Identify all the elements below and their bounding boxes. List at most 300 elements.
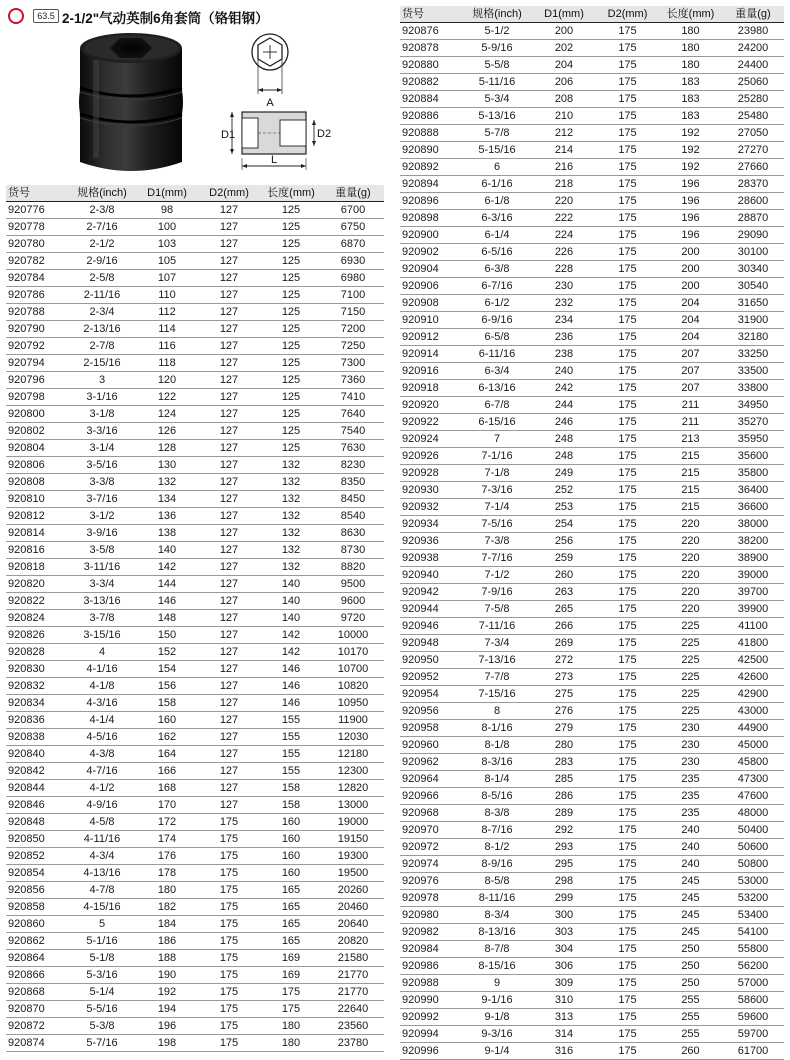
cell-weight-g: 59600 bbox=[722, 1008, 784, 1025]
cell-weight-g: 35950 bbox=[722, 430, 784, 447]
cell-part-number: 920890 bbox=[400, 141, 462, 158]
table-row bbox=[6, 711, 384, 728]
table-row bbox=[400, 702, 784, 719]
cell-length-mm: 180 bbox=[659, 22, 722, 39]
cell-d1-mm: 298 bbox=[532, 872, 596, 889]
cell-size-inch: 6-13/16 bbox=[462, 379, 532, 396]
cell-size-inch: 9 bbox=[462, 974, 532, 991]
cell-weight-g: 7100 bbox=[322, 286, 384, 303]
cell-d2-mm: 175 bbox=[596, 770, 659, 787]
cell-length-mm: 250 bbox=[659, 974, 722, 991]
cell-weight-g: 42900 bbox=[722, 685, 784, 702]
cell-part-number: 920798 bbox=[6, 388, 68, 405]
cell-size-inch: 3-5/8 bbox=[68, 541, 136, 558]
cell-weight-g: 30340 bbox=[722, 260, 784, 277]
socket-product-image bbox=[74, 30, 188, 176]
cell-weight-g: 8820 bbox=[322, 558, 384, 575]
cell-d2-mm: 175 bbox=[596, 158, 659, 175]
cell-length-mm: 175 bbox=[260, 983, 322, 1000]
cell-d1-mm: 186 bbox=[136, 932, 198, 949]
table-row bbox=[6, 915, 384, 932]
cell-weight-g: 11900 bbox=[322, 711, 384, 728]
cell-size-inch: 5-5/16 bbox=[68, 1000, 136, 1017]
cell-length-mm: 132 bbox=[260, 473, 322, 490]
cell-part-number: 920988 bbox=[400, 974, 462, 991]
cell-d1-mm: 158 bbox=[136, 694, 198, 711]
cell-size-inch: 6-3/8 bbox=[462, 260, 532, 277]
cell-part-number: 920792 bbox=[6, 337, 68, 354]
cell-d2-mm: 175 bbox=[596, 294, 659, 311]
cell-d1-mm: 254 bbox=[532, 515, 596, 532]
cell-d2-mm: 175 bbox=[596, 617, 659, 634]
cell-weight-g: 6700 bbox=[322, 201, 384, 218]
cell-size-inch: 5-5/8 bbox=[462, 56, 532, 73]
cell-weight-g: 10170 bbox=[322, 643, 384, 660]
cell-length-mm: 245 bbox=[659, 872, 722, 889]
cell-weight-g: 9500 bbox=[322, 575, 384, 592]
cell-d2-mm: 127 bbox=[198, 371, 260, 388]
cell-size-inch: 6-1/16 bbox=[462, 175, 532, 192]
cell-part-number: 920830 bbox=[6, 660, 68, 677]
cell-size-inch: 5-3/8 bbox=[68, 1017, 136, 1034]
cell-d2-mm: 175 bbox=[198, 1000, 260, 1017]
table-row bbox=[400, 311, 784, 328]
cell-part-number: 920822 bbox=[6, 592, 68, 609]
table-header-row bbox=[6, 185, 384, 202]
table-row bbox=[6, 847, 384, 864]
cell-d2-mm: 175 bbox=[596, 481, 659, 498]
cell-d2-mm: 175 bbox=[596, 73, 659, 90]
cell-weight-g: 10000 bbox=[322, 626, 384, 643]
cell-d1-mm: 128 bbox=[136, 439, 198, 456]
cell-d2-mm: 127 bbox=[198, 694, 260, 711]
cell-part-number: 920970 bbox=[400, 821, 462, 838]
cell-d2-mm: 175 bbox=[596, 124, 659, 141]
cell-size-inch: 2-13/16 bbox=[68, 320, 136, 337]
table-row bbox=[6, 864, 384, 881]
cell-size-inch: 2-9/16 bbox=[68, 252, 136, 269]
cell-part-number: 920862 bbox=[6, 932, 68, 949]
table-row bbox=[400, 736, 784, 753]
cell-part-number: 920876 bbox=[400, 22, 462, 39]
table-row bbox=[400, 685, 784, 702]
cell-part-number: 920832 bbox=[6, 677, 68, 694]
cell-length-mm: 140 bbox=[260, 609, 322, 626]
cell-weight-g: 35600 bbox=[722, 447, 784, 464]
cell-d2-mm: 127 bbox=[198, 643, 260, 660]
cell-size-inch: 3-3/16 bbox=[68, 422, 136, 439]
cell-length-mm: 142 bbox=[260, 643, 322, 660]
cell-size-inch: 4-1/8 bbox=[68, 677, 136, 694]
cell-length-mm: 180 bbox=[260, 1034, 322, 1051]
cell-weight-g: 7630 bbox=[322, 439, 384, 456]
cell-size-inch: 8-1/4 bbox=[462, 770, 532, 787]
cell-part-number: 920914 bbox=[400, 345, 462, 362]
cell-d2-mm: 127 bbox=[198, 405, 260, 422]
cell-part-number: 920966 bbox=[400, 787, 462, 804]
cell-length-mm: 215 bbox=[659, 481, 722, 498]
cell-size-inch: 3-1/4 bbox=[68, 439, 136, 456]
table-row bbox=[400, 22, 784, 39]
cell-weight-g: 27270 bbox=[722, 141, 784, 158]
table-row bbox=[6, 201, 384, 218]
spec-table-left bbox=[6, 185, 384, 1052]
cell-d2-mm: 127 bbox=[198, 728, 260, 745]
cell-d2-mm: 127 bbox=[198, 626, 260, 643]
cell-d2-mm: 175 bbox=[596, 974, 659, 991]
cell-d1-mm: 222 bbox=[532, 209, 596, 226]
cell-size-inch: 7-1/4 bbox=[462, 498, 532, 515]
table-row bbox=[400, 464, 784, 481]
cell-part-number: 920872 bbox=[6, 1017, 68, 1034]
cell-d1-mm: 168 bbox=[136, 779, 198, 796]
cell-length-mm: 183 bbox=[659, 73, 722, 90]
cell-d1-mm: 275 bbox=[532, 685, 596, 702]
cell-part-number: 920840 bbox=[6, 745, 68, 762]
drive-size-badge: 63.5 bbox=[33, 9, 59, 23]
cell-length-mm: 165 bbox=[260, 915, 322, 932]
cell-d1-mm: 226 bbox=[532, 243, 596, 260]
dimension-label-d1: D1 bbox=[221, 129, 236, 141]
cell-d1-mm: 266 bbox=[532, 617, 596, 634]
cell-size-inch: 6-11/16 bbox=[462, 345, 532, 362]
cell-part-number: 920814 bbox=[6, 524, 68, 541]
cell-length-mm: 250 bbox=[659, 957, 722, 974]
cell-weight-g: 61700 bbox=[722, 1042, 784, 1059]
cell-size-inch: 2-11/16 bbox=[68, 286, 136, 303]
cell-part-number: 920846 bbox=[6, 796, 68, 813]
table-row bbox=[6, 949, 384, 966]
cell-weight-g: 12820 bbox=[322, 779, 384, 796]
cell-d1-mm: 300 bbox=[532, 906, 596, 923]
cell-d2-mm: 127 bbox=[198, 286, 260, 303]
cell-d1-mm: 228 bbox=[532, 260, 596, 277]
cell-length-mm: 160 bbox=[260, 813, 322, 830]
table-row bbox=[400, 651, 784, 668]
cell-weight-g: 57000 bbox=[722, 974, 784, 991]
cell-d2-mm: 175 bbox=[596, 345, 659, 362]
cell-part-number: 920778 bbox=[6, 218, 68, 235]
cell-weight-g: 20260 bbox=[322, 881, 384, 898]
table-row bbox=[400, 804, 784, 821]
cell-d1-mm: 170 bbox=[136, 796, 198, 813]
cell-d2-mm: 175 bbox=[596, 583, 659, 600]
cell-d1-mm: 182 bbox=[136, 898, 198, 915]
table-row bbox=[6, 932, 384, 949]
cell-size-inch: 2-7/8 bbox=[68, 337, 136, 354]
table-row bbox=[400, 192, 784, 209]
cell-weight-g: 9720 bbox=[322, 609, 384, 626]
cell-weight-g: 20820 bbox=[322, 932, 384, 949]
cell-length-mm: 132 bbox=[260, 456, 322, 473]
cell-d2-mm: 175 bbox=[596, 736, 659, 753]
table-row bbox=[400, 362, 784, 379]
cell-weight-g: 39900 bbox=[722, 600, 784, 617]
cell-size-inch: 5-7/16 bbox=[68, 1034, 136, 1051]
cell-part-number: 920956 bbox=[400, 702, 462, 719]
cell-d2-mm: 127 bbox=[198, 473, 260, 490]
cell-weight-g: 25280 bbox=[722, 90, 784, 107]
cell-d2-mm: 175 bbox=[596, 940, 659, 957]
cell-part-number: 920910 bbox=[400, 311, 462, 328]
cell-weight-g: 6750 bbox=[322, 218, 384, 235]
cell-d1-mm: 136 bbox=[136, 507, 198, 524]
cell-part-number: 920922 bbox=[400, 413, 462, 430]
cell-length-mm: 125 bbox=[260, 252, 322, 269]
cell-weight-g: 59700 bbox=[722, 1025, 784, 1042]
cell-d2-mm: 175 bbox=[596, 855, 659, 872]
cell-size-inch: 7-15/16 bbox=[462, 685, 532, 702]
table-row bbox=[400, 770, 784, 787]
cell-d2-mm: 127 bbox=[198, 269, 260, 286]
cell-d2-mm: 175 bbox=[596, 141, 659, 158]
cell-weight-g: 10820 bbox=[322, 677, 384, 694]
cell-d1-mm: 238 bbox=[532, 345, 596, 362]
cell-d2-mm: 127 bbox=[198, 388, 260, 405]
cell-d2-mm: 175 bbox=[198, 898, 260, 915]
cell-part-number: 920806 bbox=[6, 456, 68, 473]
cell-d1-mm: 263 bbox=[532, 583, 596, 600]
table-row bbox=[6, 728, 384, 745]
cell-d2-mm: 175 bbox=[596, 90, 659, 107]
cell-d2-mm: 175 bbox=[198, 932, 260, 949]
cell-size-inch: 5-3/4 bbox=[462, 90, 532, 107]
cell-part-number: 920928 bbox=[400, 464, 462, 481]
table-row bbox=[6, 762, 384, 779]
cell-weight-g: 36600 bbox=[722, 498, 784, 515]
table-row bbox=[400, 1008, 784, 1025]
cell-length-mm: 125 bbox=[260, 235, 322, 252]
cell-d1-mm: 190 bbox=[136, 966, 198, 983]
cell-size-inch: 3-1/8 bbox=[68, 405, 136, 422]
cell-size-inch: 3-13/16 bbox=[68, 592, 136, 609]
cell-d2-mm: 127 bbox=[198, 218, 260, 235]
cell-size-inch: 4-5/8 bbox=[68, 813, 136, 830]
cell-length-mm: 204 bbox=[659, 294, 722, 311]
cell-part-number: 920804 bbox=[6, 439, 68, 456]
cell-d1-mm: 130 bbox=[136, 456, 198, 473]
cell-d1-mm: 310 bbox=[532, 991, 596, 1008]
cell-length-mm: 125 bbox=[260, 218, 322, 235]
cell-d2-mm: 175 bbox=[596, 753, 659, 770]
cell-size-inch: 4-1/2 bbox=[68, 779, 136, 796]
cell-part-number: 920820 bbox=[6, 575, 68, 592]
cell-length-mm: 220 bbox=[659, 549, 722, 566]
table-row bbox=[400, 634, 784, 651]
cell-part-number: 920780 bbox=[6, 235, 68, 252]
cell-d1-mm: 172 bbox=[136, 813, 198, 830]
cell-size-inch: 8-15/16 bbox=[462, 957, 532, 974]
table-row bbox=[6, 898, 384, 915]
cell-size-inch: 6-9/16 bbox=[462, 311, 532, 328]
table-row bbox=[400, 447, 784, 464]
cell-weight-g: 39000 bbox=[722, 566, 784, 583]
column-header-weight-g: 重量(g) bbox=[322, 185, 384, 202]
table-row bbox=[400, 583, 784, 600]
cell-weight-g: 31900 bbox=[722, 311, 784, 328]
cell-d1-mm: 279 bbox=[532, 719, 596, 736]
cell-d2-mm: 175 bbox=[198, 813, 260, 830]
cell-d2-mm: 175 bbox=[596, 702, 659, 719]
cell-d2-mm: 175 bbox=[596, 328, 659, 345]
cell-length-mm: 160 bbox=[260, 830, 322, 847]
table-row bbox=[400, 566, 784, 583]
cell-d1-mm: 234 bbox=[532, 311, 596, 328]
table-header-row bbox=[400, 6, 784, 23]
cell-weight-g: 7410 bbox=[322, 388, 384, 405]
table-row bbox=[6, 592, 384, 609]
cell-d2-mm: 127 bbox=[198, 252, 260, 269]
cell-length-mm: 160 bbox=[260, 864, 322, 881]
column-header-weight-g: 重量(g) bbox=[722, 6, 784, 23]
cell-d2-mm: 175 bbox=[198, 1017, 260, 1034]
cell-d2-mm: 175 bbox=[596, 209, 659, 226]
cell-d1-mm: 316 bbox=[532, 1042, 596, 1059]
cell-d2-mm: 175 bbox=[596, 634, 659, 651]
cell-size-inch: 6-1/8 bbox=[462, 192, 532, 209]
cell-d1-mm: 156 bbox=[136, 677, 198, 694]
cell-length-mm: 158 bbox=[260, 796, 322, 813]
cell-d2-mm: 127 bbox=[198, 201, 260, 218]
circle-bullet-icon bbox=[8, 8, 24, 24]
table-row bbox=[6, 745, 384, 762]
cell-part-number: 920786 bbox=[6, 286, 68, 303]
cell-d1-mm: 218 bbox=[532, 175, 596, 192]
cell-part-number: 920942 bbox=[400, 583, 462, 600]
cell-size-inch: 6-7/16 bbox=[462, 277, 532, 294]
cell-part-number: 920898 bbox=[400, 209, 462, 226]
cell-size-inch: 8-3/8 bbox=[462, 804, 532, 821]
cell-d1-mm: 208 bbox=[532, 90, 596, 107]
cell-length-mm: 255 bbox=[659, 1008, 722, 1025]
cell-part-number: 920810 bbox=[6, 490, 68, 507]
cell-d1-mm: 232 bbox=[532, 294, 596, 311]
cell-d1-mm: 112 bbox=[136, 303, 198, 320]
cell-d2-mm: 175 bbox=[198, 949, 260, 966]
cell-part-number: 920870 bbox=[6, 1000, 68, 1017]
cell-part-number: 920926 bbox=[400, 447, 462, 464]
cell-d1-mm: 249 bbox=[532, 464, 596, 481]
cell-d2-mm: 127 bbox=[198, 354, 260, 371]
cell-d2-mm: 175 bbox=[596, 277, 659, 294]
cell-weight-g: 53000 bbox=[722, 872, 784, 889]
cell-d1-mm: 162 bbox=[136, 728, 198, 745]
cell-part-number: 920854 bbox=[6, 864, 68, 881]
cell-part-number: 920868 bbox=[6, 983, 68, 1000]
cell-part-number: 920886 bbox=[400, 107, 462, 124]
cell-weight-g: 8630 bbox=[322, 524, 384, 541]
table-row bbox=[6, 388, 384, 405]
table-row bbox=[400, 515, 784, 532]
cell-d1-mm: 192 bbox=[136, 983, 198, 1000]
cell-length-mm: 165 bbox=[260, 881, 322, 898]
cell-part-number: 920818 bbox=[6, 558, 68, 575]
cell-length-mm: 215 bbox=[659, 464, 722, 481]
table-row bbox=[400, 974, 784, 991]
cell-weight-g: 41800 bbox=[722, 634, 784, 651]
cell-part-number: 920944 bbox=[400, 600, 462, 617]
cell-length-mm: 132 bbox=[260, 490, 322, 507]
table-row bbox=[6, 660, 384, 677]
cell-size-inch: 8-9/16 bbox=[462, 855, 532, 872]
cell-d2-mm: 175 bbox=[596, 39, 659, 56]
cell-size-inch: 3-15/16 bbox=[68, 626, 136, 643]
cell-d2-mm: 175 bbox=[596, 413, 659, 430]
cell-size-inch: 8-3/16 bbox=[462, 753, 532, 770]
table-row bbox=[400, 379, 784, 396]
table-row bbox=[400, 277, 784, 294]
cell-d1-mm: 148 bbox=[136, 609, 198, 626]
cell-d2-mm: 175 bbox=[596, 566, 659, 583]
table-row bbox=[6, 473, 384, 490]
cell-length-mm: 200 bbox=[659, 260, 722, 277]
cell-d1-mm: 98 bbox=[136, 201, 198, 218]
dimension-label-a: A bbox=[266, 97, 274, 109]
cell-part-number: 920802 bbox=[6, 422, 68, 439]
cell-part-number: 920836 bbox=[6, 711, 68, 728]
table-row bbox=[6, 575, 384, 592]
dimension-label-d2: D2 bbox=[317, 128, 332, 140]
table-row bbox=[6, 286, 384, 303]
table-row bbox=[400, 787, 784, 804]
cell-length-mm: 175 bbox=[260, 1000, 322, 1017]
cell-d2-mm: 175 bbox=[596, 1008, 659, 1025]
cell-size-inch: 5 bbox=[68, 915, 136, 932]
cell-d1-mm: 280 bbox=[532, 736, 596, 753]
cell-length-mm: 200 bbox=[659, 243, 722, 260]
cell-length-mm: 192 bbox=[659, 124, 722, 141]
cell-part-number: 920918 bbox=[400, 379, 462, 396]
cell-d2-mm: 175 bbox=[596, 56, 659, 73]
spec-table-right bbox=[400, 6, 784, 1060]
cell-weight-g: 28870 bbox=[722, 209, 784, 226]
cell-weight-g: 19300 bbox=[322, 847, 384, 864]
cell-part-number: 920900 bbox=[400, 226, 462, 243]
cell-d2-mm: 175 bbox=[198, 966, 260, 983]
cell-d2-mm: 175 bbox=[198, 881, 260, 898]
cell-size-inch: 6-1/2 bbox=[462, 294, 532, 311]
table-row bbox=[6, 371, 384, 388]
cell-d2-mm: 175 bbox=[596, 923, 659, 940]
cell-d2-mm: 127 bbox=[198, 524, 260, 541]
cell-d2-mm: 127 bbox=[198, 507, 260, 524]
cell-d2-mm: 175 bbox=[596, 787, 659, 804]
cell-part-number: 920980 bbox=[400, 906, 462, 923]
table-row bbox=[400, 56, 784, 73]
table-row bbox=[400, 940, 784, 957]
cell-size-inch: 2-1/2 bbox=[68, 235, 136, 252]
cell-part-number: 920924 bbox=[400, 430, 462, 447]
cell-part-number: 920852 bbox=[6, 847, 68, 864]
cell-part-number: 920838 bbox=[6, 728, 68, 745]
cell-d1-mm: 180 bbox=[136, 881, 198, 898]
cell-d2-mm: 127 bbox=[198, 337, 260, 354]
cell-weight-g: 6980 bbox=[322, 269, 384, 286]
cell-size-inch: 4-3/16 bbox=[68, 694, 136, 711]
cell-d1-mm: 178 bbox=[136, 864, 198, 881]
cell-part-number: 920808 bbox=[6, 473, 68, 490]
cell-weight-g: 25480 bbox=[722, 107, 784, 124]
socket-dimension-drawing bbox=[218, 28, 338, 178]
cell-size-inch: 5-11/16 bbox=[462, 73, 532, 90]
cell-d1-mm: 260 bbox=[532, 566, 596, 583]
table-row bbox=[6, 1000, 384, 1017]
cell-d1-mm: 252 bbox=[532, 481, 596, 498]
cell-part-number: 920962 bbox=[400, 753, 462, 770]
cell-part-number: 920794 bbox=[6, 354, 68, 371]
cell-size-inch: 3-1/16 bbox=[68, 388, 136, 405]
cell-d2-mm: 127 bbox=[198, 660, 260, 677]
